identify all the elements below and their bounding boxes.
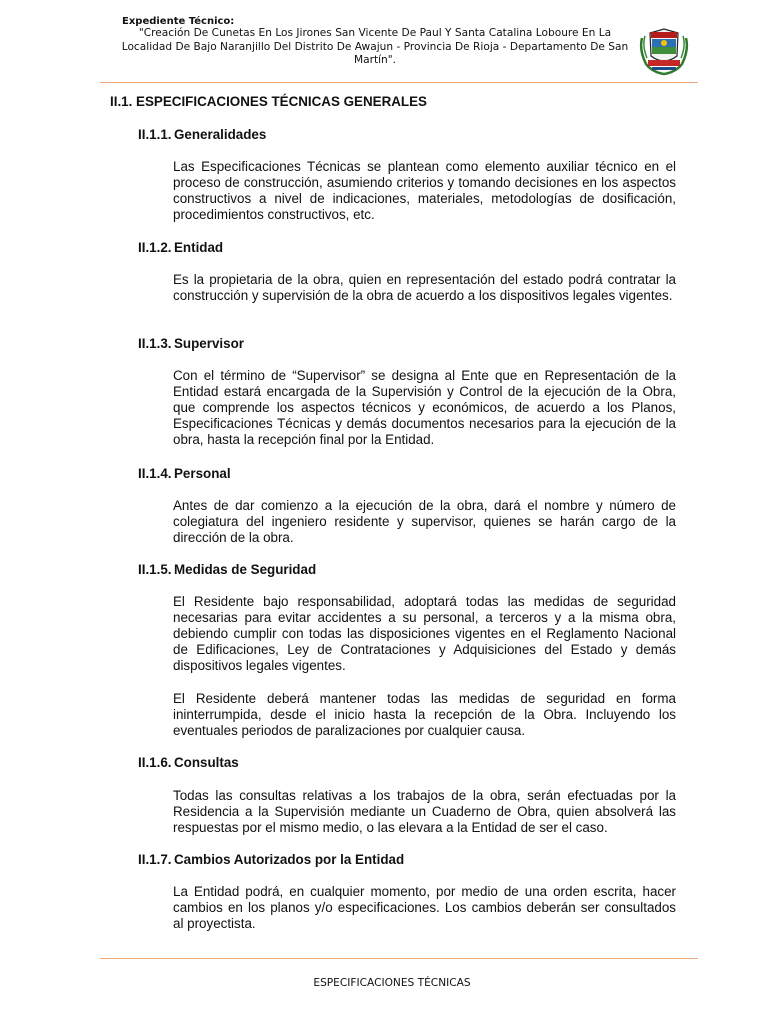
section-heading-medidas-de-seguridad	[138, 562, 316, 577]
section-heading-supervisor	[138, 336, 244, 351]
section-main-heading: II.1. ESPECIFICACIONES TÉCNICAS GENERALES	[110, 94, 427, 109]
section-number: II.1.5.	[138, 562, 172, 577]
section-heading-cambios-autorizados	[138, 852, 404, 867]
municipal-seal-icon	[638, 24, 690, 76]
section-heading-generalidades	[138, 127, 266, 142]
section-number: II.1.2.	[138, 240, 172, 255]
section-title: Personal	[174, 466, 231, 481]
paragraph: La Entidad podrá, en cualquier momento, por medio de una orden escrita, hacer cambios en los planos y/o especificaciones. Los cambios deberán ser consultados al proyectista.	[173, 884, 676, 931]
page-footer: ESPECIFICACIONES TÉCNICAS	[313, 977, 471, 989]
document-header	[100, 14, 698, 82]
section-title: Consultas	[174, 755, 239, 770]
section-number: II.1.7.	[138, 852, 172, 867]
section-heading-consultas	[138, 755, 239, 770]
section-title: Entidad	[174, 240, 224, 255]
section-number: II.1.4.	[138, 466, 172, 481]
paragraph: Todas las consultas relativas a los trabajos de la obra, serán efectuadas por la Residencia a la Supervisión mediante un Cuaderno de Obra, quien absolverá las respuestas por el mismo medio, o las elevara a la Entidad de ser el caso.	[173, 788, 676, 835]
section-heading-personal	[138, 466, 231, 481]
section-title: Medidas de Seguridad	[174, 562, 317, 577]
paragraph: Con el término de “Supervisor” se designa al Ente que en Representación de la Entidad estará encargada de la Supervisión y Control de la ejecución de la Obra, que comprende los aspectos técnicos y económicos, de acuerdo a los Planos, Especificaciones Técnicas y demás documentos necesarios para la ejecución de la obra, hasta la recepción final por la Entidad.	[173, 368, 676, 447]
header-divider	[100, 82, 698, 83]
paragraph: Es la propietaria de la obra, quien en representación del estado podrá contratar la construcción y supervisión de la obra de acuerdo a los dispositivos legales vigentes.	[173, 272, 676, 303]
section-number: II.1.3.	[138, 336, 172, 351]
paragraph: El Residente bajo responsabilidad, adoptará todas las medidas de seguridad necesarias para evitar accidentes a su personal, a terceros y a la misma obra, debiendo cumplir con todas las disposiciones vigentes en el Reglamento Nacional de Edificaciones, Ley de Contrataciones y Adquisiciones del Estado y demás dispositivos legales vigentes.	[173, 594, 676, 673]
footer-divider	[100, 958, 698, 959]
header-label: Expediente Técnico:	[122, 16, 235, 27]
section-title: Cambios Autorizados por la Entidad	[174, 852, 405, 867]
paragraph: Las Especificaciones Técnicas se plantean como elemento auxiliar técnico en el proceso de construcción, asumiendo criterios y tomando decisiones en los aspectos constructivos a nivel de indicaciones, materiales, metodologías de dosificación, procedimientos constructivos, etc.	[173, 159, 676, 222]
header-title: "Creación De Cunetas En Los Jirones San Vicente De Paul Y Santa Catalina Loboure En La Localidad De Bajo Naranjillo Del Distrito De Awajun - Provincia De Rioja - Departamento De San Martín".	[121, 27, 629, 67]
section-title: Supervisor	[174, 336, 244, 351]
paragraph: El Residente deberá mantener todas las medidas de seguridad en forma ininterrumpida, desde el inicio hasta la recepción de la Obra. Incluyendo los eventuales periodos de paralizaciones por cualquier causa.	[173, 691, 676, 738]
section-title: Generalidades	[174, 127, 267, 142]
section-number: II.1.1.	[138, 127, 172, 142]
paragraph: Antes de dar comienzo a la ejecución de la obra, dará el nombre y número de colegiatura del ingeniero residente y supervisor, quienes se harán cargo de la dirección de la obra.	[173, 498, 676, 545]
section-number: II.1.6.	[138, 755, 172, 770]
section-heading-entidad	[138, 240, 223, 255]
